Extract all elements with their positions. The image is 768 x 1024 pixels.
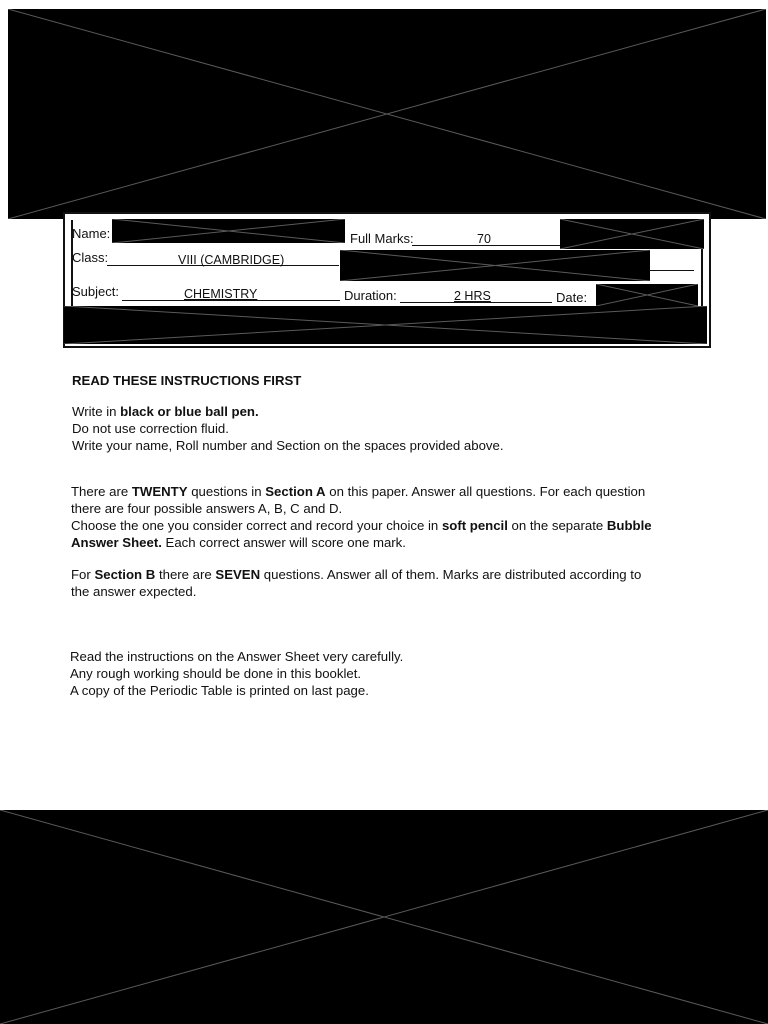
- duration-value: 2 HRS: [454, 289, 491, 303]
- duration-label: Duration:: [344, 288, 397, 303]
- instruction-paragraph-4: [70, 648, 403, 699]
- redaction-date: [596, 284, 698, 306]
- subject-value: CHEMISTRY: [184, 287, 258, 301]
- subject-label: Subject:: [72, 284, 119, 299]
- instruction-line: Write your name, Roll number and Section on the spaces provided above.: [72, 438, 504, 453]
- instruction-paragraph-3: [71, 566, 641, 600]
- instruction-paragraph-1: [72, 403, 504, 454]
- class-label: Class:: [72, 250, 109, 265]
- redaction-section: [340, 250, 650, 281]
- date-label: Date:: [556, 290, 588, 305]
- redaction-top: [8, 9, 766, 219]
- instruction-line: Write in black or blue ball pen.: [72, 404, 259, 419]
- section-line: [650, 270, 694, 271]
- full-marks-value: 70: [477, 232, 491, 246]
- instruction-line: There are TWENTY questions in Section A on this paper. Answer all questions. For each question: [71, 484, 646, 499]
- instruction-line: Choose the one you consider correct and record your choice in soft pencil on the separate Bubble: [71, 518, 652, 533]
- name-label: Name:: [72, 226, 111, 241]
- redaction-roll: [560, 219, 704, 249]
- instruction-line: For Section B there are SEVEN questions. Answer all of them. Marks are distributed according to: [71, 567, 642, 582]
- instruction-line: Do not use correction fluid.: [72, 421, 229, 436]
- full-marks-label: Full Marks:: [350, 231, 414, 246]
- instruction-line: Read the instructions on the Answer Sheet very carefully.: [70, 649, 404, 664]
- instruction-line: there are four possible answers A, B, C and D.: [71, 501, 343, 516]
- instruction-line: Answer Sheet. Each correct answer will score one mark.: [71, 535, 406, 550]
- instruction-paragraph-2: [71, 483, 652, 551]
- class-value: VIII (CAMBRIDGE): [178, 253, 285, 267]
- redaction-header-bottom: [64, 306, 707, 344]
- instruction-line: the answer expected.: [71, 584, 197, 599]
- redaction-bottom: [0, 810, 768, 1024]
- instruction-line: A copy of the Periodic Table is printed on last page.: [70, 683, 369, 698]
- instructions-heading: READ THESE INSTRUCTIONS FIRST: [72, 373, 302, 388]
- instruction-line: Any rough working should be done in this booklet.: [70, 666, 362, 681]
- redaction-name: [112, 219, 345, 243]
